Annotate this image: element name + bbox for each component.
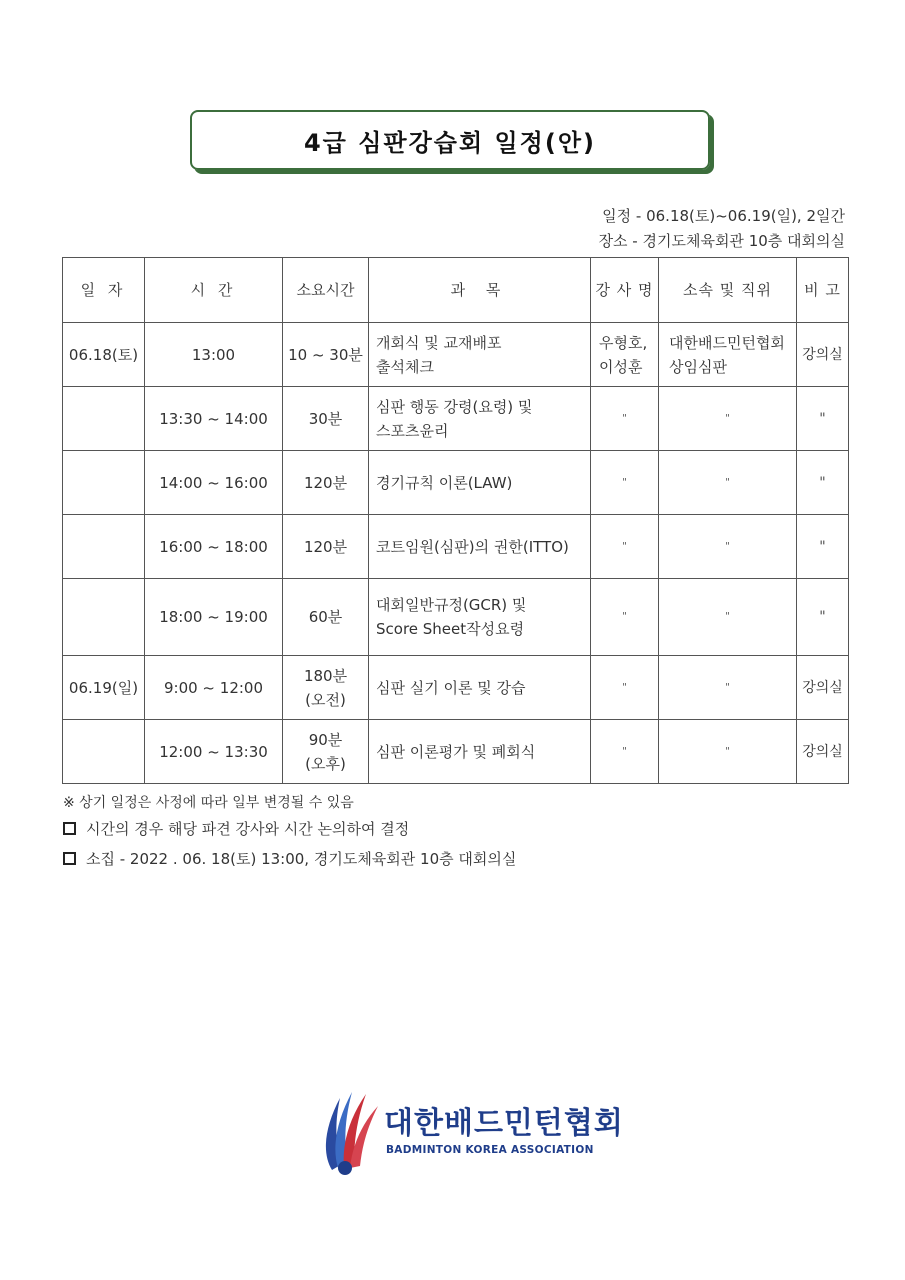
affiliation-cell: [659, 656, 797, 720]
subject-cell: [369, 387, 591, 451]
subject-cell: [369, 720, 591, 784]
square-bullet-icon: [63, 822, 76, 835]
subject-cell-line: 스포츠윤리: [376, 421, 449, 440]
table-row: [63, 720, 849, 784]
note-cell: ": [797, 579, 849, 656]
header-note: 비 고: [797, 258, 849, 323]
time-cell: 13:30 ~ 14:00: [145, 387, 283, 451]
instructor-cell-line: ": [622, 476, 627, 488]
time-cell: 12:00 ~ 13:30: [145, 720, 283, 784]
affiliation-cell-line: 대한배드민턴협회: [669, 333, 785, 352]
table-row: [63, 323, 849, 387]
subject-cell-line: 심판 이론평가 및 폐회식: [376, 742, 536, 761]
affiliation-cell: [659, 579, 797, 656]
duration-cell-line: (오후): [305, 754, 346, 773]
square-bullet-icon: [63, 852, 76, 865]
duration-cell-line: 30분: [308, 409, 343, 428]
instructor-cell-line: ": [622, 412, 627, 424]
time-cell: 13:00: [145, 323, 283, 387]
time-cell: 14:00 ~ 16:00: [145, 451, 283, 515]
date-cell: [63, 387, 145, 451]
subject-cell-line: 출석체크: [376, 357, 434, 376]
subject-cell-line: 심판 실기 이론 및 강습: [376, 678, 526, 697]
duration-cell: [283, 323, 369, 387]
instructor-cell-line: 우형호,: [599, 333, 648, 352]
duration-cell: [283, 451, 369, 515]
affiliation-cell-line: ": [725, 540, 730, 552]
date-cell: [63, 720, 145, 784]
duration-cell: [283, 656, 369, 720]
subject-cell-line: 코트임원(심판)의 권한(ITTO): [376, 537, 569, 556]
affiliation-cell-line: ": [725, 412, 730, 424]
note-cell: 강의실: [797, 720, 849, 784]
header-date: 일 자: [63, 258, 145, 323]
instructor-cell: [591, 323, 659, 387]
affiliation-cell-line: ": [725, 611, 730, 622]
date-cell: 06.18(토): [63, 323, 145, 387]
table-row: [63, 387, 849, 451]
document-title: 4급 심판강습회 일정(안): [190, 110, 710, 170]
note-cell: 강의실: [797, 656, 849, 720]
bullet-text: 시간의 경우 해당 파견 강사와 시간 논의하여 결정: [86, 820, 410, 838]
duration-cell-line: 120분: [303, 473, 348, 492]
date-cell: [63, 579, 145, 656]
time-cell: 18:00 ~ 19:00: [145, 579, 283, 656]
date-cell: [63, 451, 145, 515]
instructor-cell: [591, 387, 659, 451]
table-row: [63, 579, 849, 656]
instructor-cell: [591, 720, 659, 784]
duration-cell-line: 180분: [303, 666, 348, 685]
schedule-table: [62, 257, 849, 784]
subject-cell: [369, 579, 591, 656]
header-affiliation: 소속 및 직위: [659, 258, 797, 323]
shuttlecock-wing-icon: [318, 1084, 382, 1176]
affiliation-cell-line: ": [725, 476, 730, 488]
date-cell: [63, 515, 145, 579]
schedule-venue: 장소 - 경기도체육회관 10층 대회의실: [598, 232, 845, 250]
subject-cell-line: 심판 행동 강령(요령) 및: [376, 397, 533, 416]
header-duration: 소요시간: [283, 258, 369, 323]
affiliation-cell: [659, 720, 797, 784]
bullet-item: [63, 818, 409, 839]
instructor-cell-line: ": [622, 540, 627, 552]
logo-name-english: BADMINTON KOREA ASSOCIATION: [386, 1144, 594, 1156]
subject-cell-line: 경기규칙 이론(LAW): [376, 473, 513, 492]
bullet-text: 소집 - 2022 . 06. 18(토) 13:00, 경기도체육회관 10층 대회의실: [86, 850, 517, 868]
instructor-cell-line: 이성훈: [599, 357, 643, 376]
table-row: [63, 451, 849, 515]
logo-name-korean: 대한배드민턴협회: [384, 1106, 624, 1141]
duration-cell-line: (오전): [305, 690, 346, 709]
affiliation-cell: [659, 451, 797, 515]
duration-cell-line: 90분: [308, 730, 343, 749]
affiliation-cell: [659, 515, 797, 579]
subject-cell: [369, 451, 591, 515]
instructor-cell: [591, 579, 659, 656]
header-time: 시 간: [145, 258, 283, 323]
instructor-cell-line: ": [622, 681, 627, 693]
affiliation-cell-line: 상임심판: [669, 357, 727, 376]
schedule-period: 일정 - 06.18(토)~06.19(일), 2일간: [602, 207, 845, 225]
affiliation-cell: [659, 323, 797, 387]
instructor-cell: [591, 515, 659, 579]
note-cell: ": [797, 451, 849, 515]
duration-cell: [283, 515, 369, 579]
association-logo: [318, 1084, 624, 1176]
note-cell: ": [797, 515, 849, 579]
instructor-cell: [591, 656, 659, 720]
duration-cell: [283, 720, 369, 784]
table-row: [63, 515, 849, 579]
table-header: [63, 258, 849, 323]
duration-cell: [283, 387, 369, 451]
affiliation-cell-line: ": [725, 745, 730, 757]
date-cell: 06.19(일): [63, 656, 145, 720]
note-cell: ": [797, 387, 849, 451]
instructor-cell: [591, 451, 659, 515]
subject-cell: [369, 656, 591, 720]
duration-cell-line: 120분: [303, 537, 348, 556]
bullet-item: [63, 848, 516, 869]
subject-cell-line: 대회일반규정(GCR) 및: [376, 596, 527, 614]
subject-cell-line: 개회식 및 교재배포: [376, 333, 502, 352]
duration-cell-line: 10 ~ 30분: [288, 345, 363, 364]
instructor-cell-line: ": [622, 745, 627, 757]
asterisk-note: ※ 상기 일정은 사정에 따라 일부 변경될 수 있음: [63, 795, 354, 811]
note-cell: 강의실: [797, 323, 849, 387]
table-body: [63, 323, 849, 784]
time-cell: 16:00 ~ 18:00: [145, 515, 283, 579]
subject-cell: [369, 515, 591, 579]
table-header-row: [63, 258, 849, 323]
affiliation-cell-line: ": [725, 681, 730, 693]
header-subject: 과 목: [369, 258, 591, 323]
duration-cell: [283, 579, 369, 656]
subject-cell: [369, 323, 591, 387]
affiliation-cell: [659, 387, 797, 451]
schedule-meta: [599, 204, 845, 254]
header-instructor: 강 사 명: [591, 258, 659, 323]
subject-cell-line: Score Sheet작성요령: [376, 620, 525, 638]
instructor-cell-line: ": [622, 611, 627, 622]
time-cell: 9:00 ~ 12:00: [145, 656, 283, 720]
table-row: [63, 656, 849, 720]
duration-cell-line: 60분: [308, 608, 343, 626]
